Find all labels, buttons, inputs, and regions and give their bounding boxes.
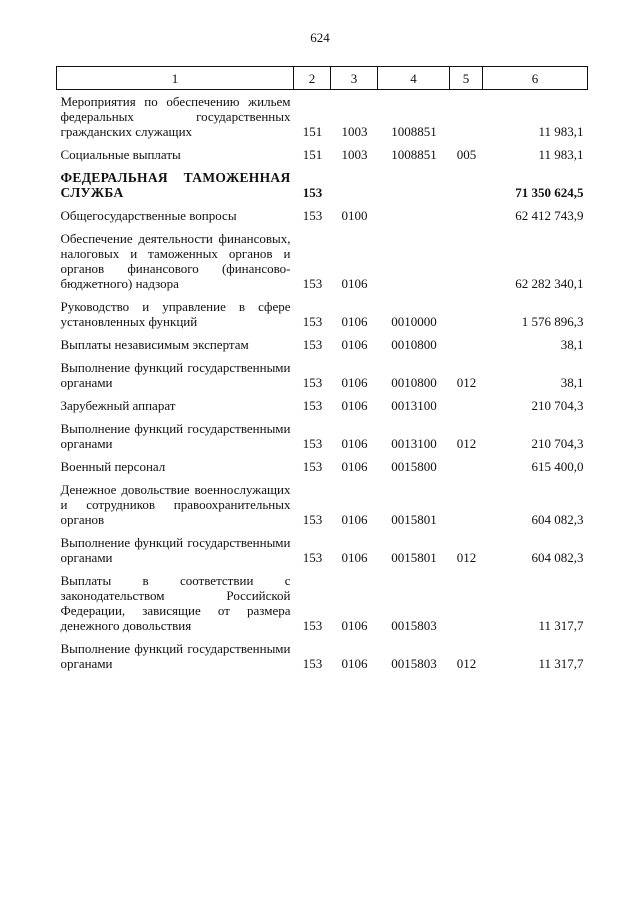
row-amount-cell: 11 983,1 <box>538 147 584 162</box>
row-expense-type-code-cell: 012 <box>456 656 477 671</box>
row-expense-type-code-cell <box>450 329 483 352</box>
row-target-article-code-cell: 0013100 <box>391 398 437 413</box>
column-number: 5 <box>450 67 483 90</box>
table-row <box>57 90 588 140</box>
row-section-code-cell: 0106 <box>341 656 368 671</box>
row-section-code-cell: 0106 <box>341 459 368 474</box>
row-amount-cell: 210 704,3 <box>531 398 584 413</box>
row-expense-type-code-cell <box>450 291 483 329</box>
table-row <box>57 413 588 451</box>
row-expense-type-code-cell: 012 <box>456 550 477 565</box>
row-expense-type-code-cell <box>450 451 483 474</box>
row-target-article-code-cell: 0010000 <box>391 314 437 329</box>
table-row <box>57 474 588 527</box>
row-ministry-code-cell: 153 <box>302 459 323 474</box>
table-row <box>57 291 588 329</box>
row-name-cell: Мероприятия по обеспечению жильем федеральных государственных гражданских служащих <box>60 94 291 139</box>
row-section-code-cell: 0100 <box>341 208 368 223</box>
table-row <box>57 390 588 413</box>
row-section-code-cell: 0106 <box>341 375 368 390</box>
row-ministry-code-cell: 153 <box>302 618 323 633</box>
row-expense-type-code-cell: 005 <box>456 147 477 162</box>
row-amount-cell: 38,1 <box>560 375 584 390</box>
row-ministry-code-cell: 153 <box>302 656 323 671</box>
row-name-cell: Обеспечение деятельности финансовых, налоговых и таможенных органов и органов финансового (финансово-бюджетного) надзора <box>60 231 291 291</box>
row-amount-cell: 62 412 743,9 <box>515 208 584 223</box>
row-name-cell: Выплаты в соответствии с законодательством Российской Федерации, зависящие от размера денежного довольствия <box>60 573 291 633</box>
row-expense-type-code-cell <box>450 90 483 140</box>
row-name-cell: Военный персонал <box>60 459 166 474</box>
row-target-article-code-cell: 1008851 <box>391 147 437 162</box>
row-ministry-code-cell: 153 <box>302 375 323 390</box>
row-ministry-code-cell: 151 <box>302 124 323 139</box>
column-number: 4 <box>378 67 450 90</box>
row-name-cell: Социальные выплаты <box>60 147 181 162</box>
row-ministry-code-cell: 153 <box>302 276 323 291</box>
row-name-cell: Выполнение функций государственными органами <box>60 535 291 565</box>
row-section-code-cell: 0106 <box>341 276 368 291</box>
row-expense-type-code-cell <box>450 565 483 633</box>
row-amount-cell: 11 983,1 <box>538 124 584 139</box>
table-row <box>57 565 588 633</box>
row-ministry-code-cell: 151 <box>302 147 323 162</box>
table-row <box>57 329 588 352</box>
row-ministry-code-cell: 153 <box>302 337 323 352</box>
row-ministry-code-cell: 153 <box>302 208 323 223</box>
row-target-article-code-cell: 0015803 <box>391 618 437 633</box>
row-name-cell: Выполнение функций государственными органами <box>60 360 291 390</box>
row-name-cell: ФЕДЕРАЛЬНАЯ ТАМОЖЕННАЯ СЛУЖБА <box>60 170 291 200</box>
page-number: 624 <box>310 30 330 45</box>
row-target-article-code-cell: 0010800 <box>391 375 437 390</box>
row-name-cell: Выплаты независимым экспертам <box>60 337 249 352</box>
row-section-code-cell: 0106 <box>341 398 368 413</box>
row-target-article-code-cell <box>378 223 450 291</box>
row-target-article-code-cell <box>378 200 450 223</box>
row-amount-cell: 71 350 624,5 <box>515 185 584 200</box>
row-target-article-code-cell: 0015801 <box>391 512 437 527</box>
row-amount-cell: 615 400,0 <box>531 459 584 474</box>
table-row <box>57 451 588 474</box>
column-number: 1 <box>57 67 294 90</box>
row-target-article-code-cell: 0010800 <box>391 337 437 352</box>
column-number: 6 <box>483 67 588 90</box>
column-number: 3 <box>331 67 378 90</box>
row-amount-cell: 62 282 340,1 <box>515 276 584 291</box>
row-target-article-code-cell: 1008851 <box>391 124 437 139</box>
row-expense-type-code-cell <box>450 223 483 291</box>
row-name-cell: Выполнение функций государственными органами <box>60 421 291 451</box>
row-name-cell: Денежное довольствие военнослужащих и сотрудников правоохранительных органов <box>60 482 291 527</box>
row-name-cell: Общегосударственные вопросы <box>60 208 237 223</box>
row-name-cell: Руководство и управление в сфере установленных функций <box>60 299 291 329</box>
row-ministry-code-cell: 153 <box>302 550 323 565</box>
row-section-code-cell: 0106 <box>341 436 368 451</box>
table-row <box>57 633 588 671</box>
row-expense-type-code-cell <box>450 390 483 413</box>
row-section-code-cell: 0106 <box>341 618 368 633</box>
table-row <box>57 162 588 200</box>
row-ministry-code-cell: 153 <box>302 512 323 527</box>
row-name-cell: Зарубежный аппарат <box>60 398 176 413</box>
table-row <box>57 527 588 565</box>
row-amount-cell: 210 704,3 <box>531 436 584 451</box>
row-section-code-cell: 0106 <box>341 550 368 565</box>
row-section-code-cell: 1003 <box>341 124 368 139</box>
column-number: 2 <box>294 67 331 90</box>
row-section-code-cell: 0106 <box>341 512 368 527</box>
row-amount-cell: 1 576 896,3 <box>521 314 584 329</box>
row-target-article-code-cell <box>378 162 450 200</box>
row-ministry-code-cell: 153 <box>302 398 323 413</box>
budget-table <box>56 66 588 671</box>
row-expense-type-code-cell <box>450 162 483 200</box>
row-amount-cell: 11 317,7 <box>538 656 584 671</box>
table-row <box>57 200 588 223</box>
row-target-article-code-cell: 0015800 <box>391 459 437 474</box>
row-amount-cell: 604 082,3 <box>531 512 584 527</box>
table-row <box>57 223 588 291</box>
row-ministry-code-cell: 153 <box>302 185 323 200</box>
row-expense-type-code-cell <box>450 474 483 527</box>
row-name-cell: Выполнение функций государственными органами <box>60 641 291 671</box>
row-ministry-code-cell: 153 <box>302 436 323 451</box>
row-amount-cell: 11 317,7 <box>538 618 584 633</box>
row-target-article-code-cell: 0015803 <box>391 656 437 671</box>
row-section-code-cell: 1003 <box>341 147 368 162</box>
row-expense-type-code-cell: 012 <box>456 436 477 451</box>
row-amount-cell: 38,1 <box>560 337 584 352</box>
column-number-header-row <box>57 67 588 90</box>
row-target-article-code-cell: 0013100 <box>391 436 437 451</box>
row-expense-type-code-cell <box>450 200 483 223</box>
row-ministry-code-cell: 153 <box>302 314 323 329</box>
row-section-code-cell: 0106 <box>341 314 368 329</box>
table-row <box>57 139 588 162</box>
row-expense-type-code-cell: 012 <box>456 375 477 390</box>
table-row <box>57 352 588 390</box>
row-amount-cell: 604 082,3 <box>531 550 584 565</box>
row-section-code-cell <box>331 162 378 200</box>
row-target-article-code-cell: 0015801 <box>391 550 437 565</box>
row-section-code-cell: 0106 <box>341 337 368 352</box>
